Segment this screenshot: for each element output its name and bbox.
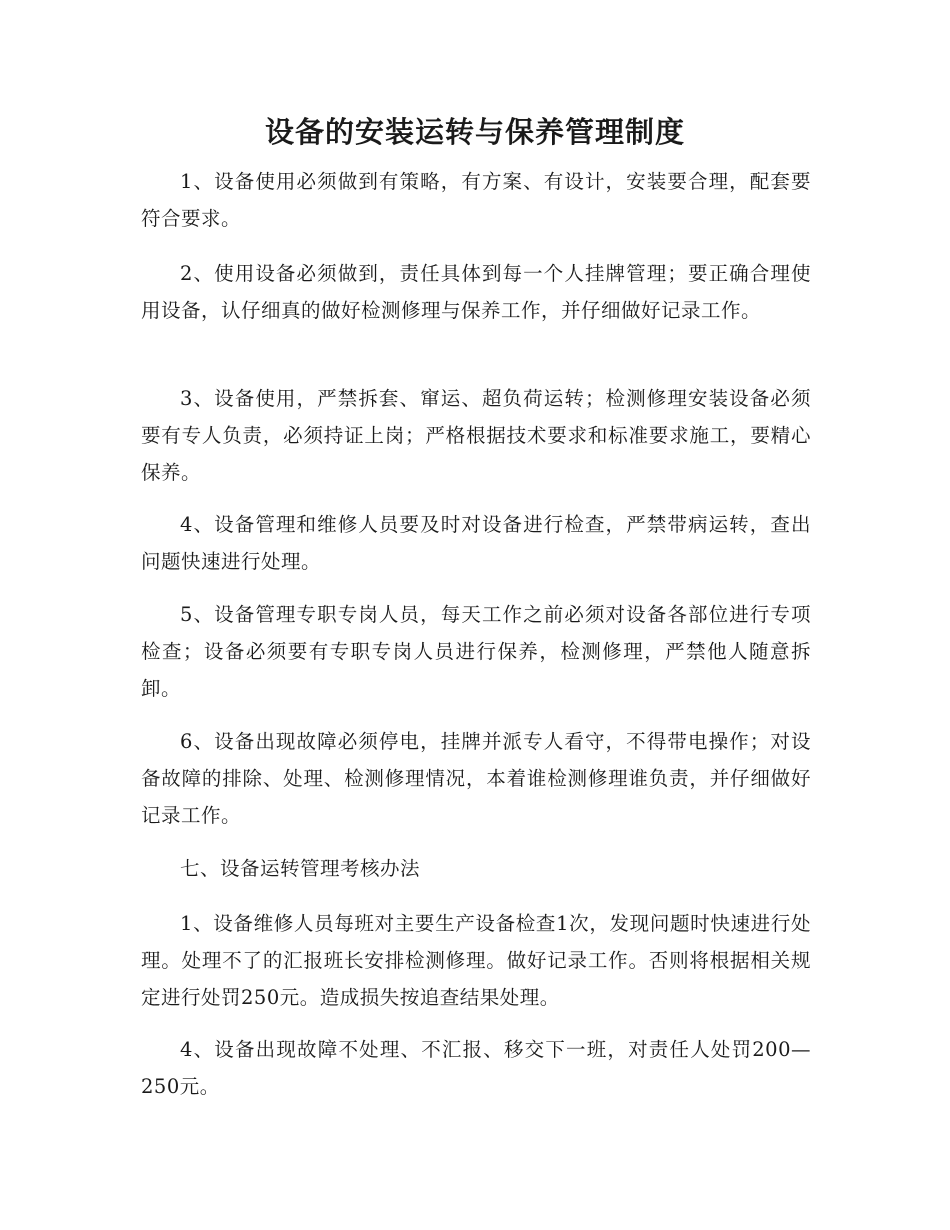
paragraph-5: 5、设备管理专职专岗人员，每天工作之前必须对设备各部位进行专项检查；设备必须要有专职专岗人员进行保养，检测修理，严禁他人随意拆卸。	[141, 603, 811, 700]
paragraph-3: 3、设备使用，严禁拆套、窜运、超负荷运转；检测修理安装设备必须要有专人负责，必须持证上岗；严格根据技术要求和标准要求施工，要精心保养。	[141, 387, 811, 484]
paragraph-1: 1、设备使用必须做到有策略，有方案、有设计，安装要合理，配套要符合要求。	[141, 170, 811, 230]
paragraph-7: 1、设备维修人员每班对主要生产设备检查1次，发现问题时快速进行处理。处理不了的汇报班长安排检测修理。做好记录工作。否则将根据相关规定进行处罚250元。造成损失按追查结果处理。	[141, 912, 811, 1009]
section-heading: 七、设备运转管理考核办法	[180, 857, 421, 880]
paragraph-6: 6、设备出现故障必须停电，挂牌并派专人看守，不得带电操作；对设备故障的排除、处理、检测修理情况，本着谁检测修理谁负责，并仔细做好记录工作。	[141, 730, 811, 827]
document-title: 设备的安装运转与保养管理制度	[264, 115, 685, 149]
paragraph-2: 2、使用设备必须做到，责任具体到每一个人挂牌管理；要正确合理使用设备，认仔细真的做好检测修理与保养工作，并仔细做好记录工作。	[141, 262, 811, 322]
paragraph-8: 4、设备出现故障不处理、不汇报、移交下一班，对责任人处罚200—250元。	[141, 1038, 811, 1098]
paragraph-4: 4、设备管理和维修人员要及时对设备进行检查，严禁带病运转，查出问题快速进行处理。	[141, 513, 811, 573]
